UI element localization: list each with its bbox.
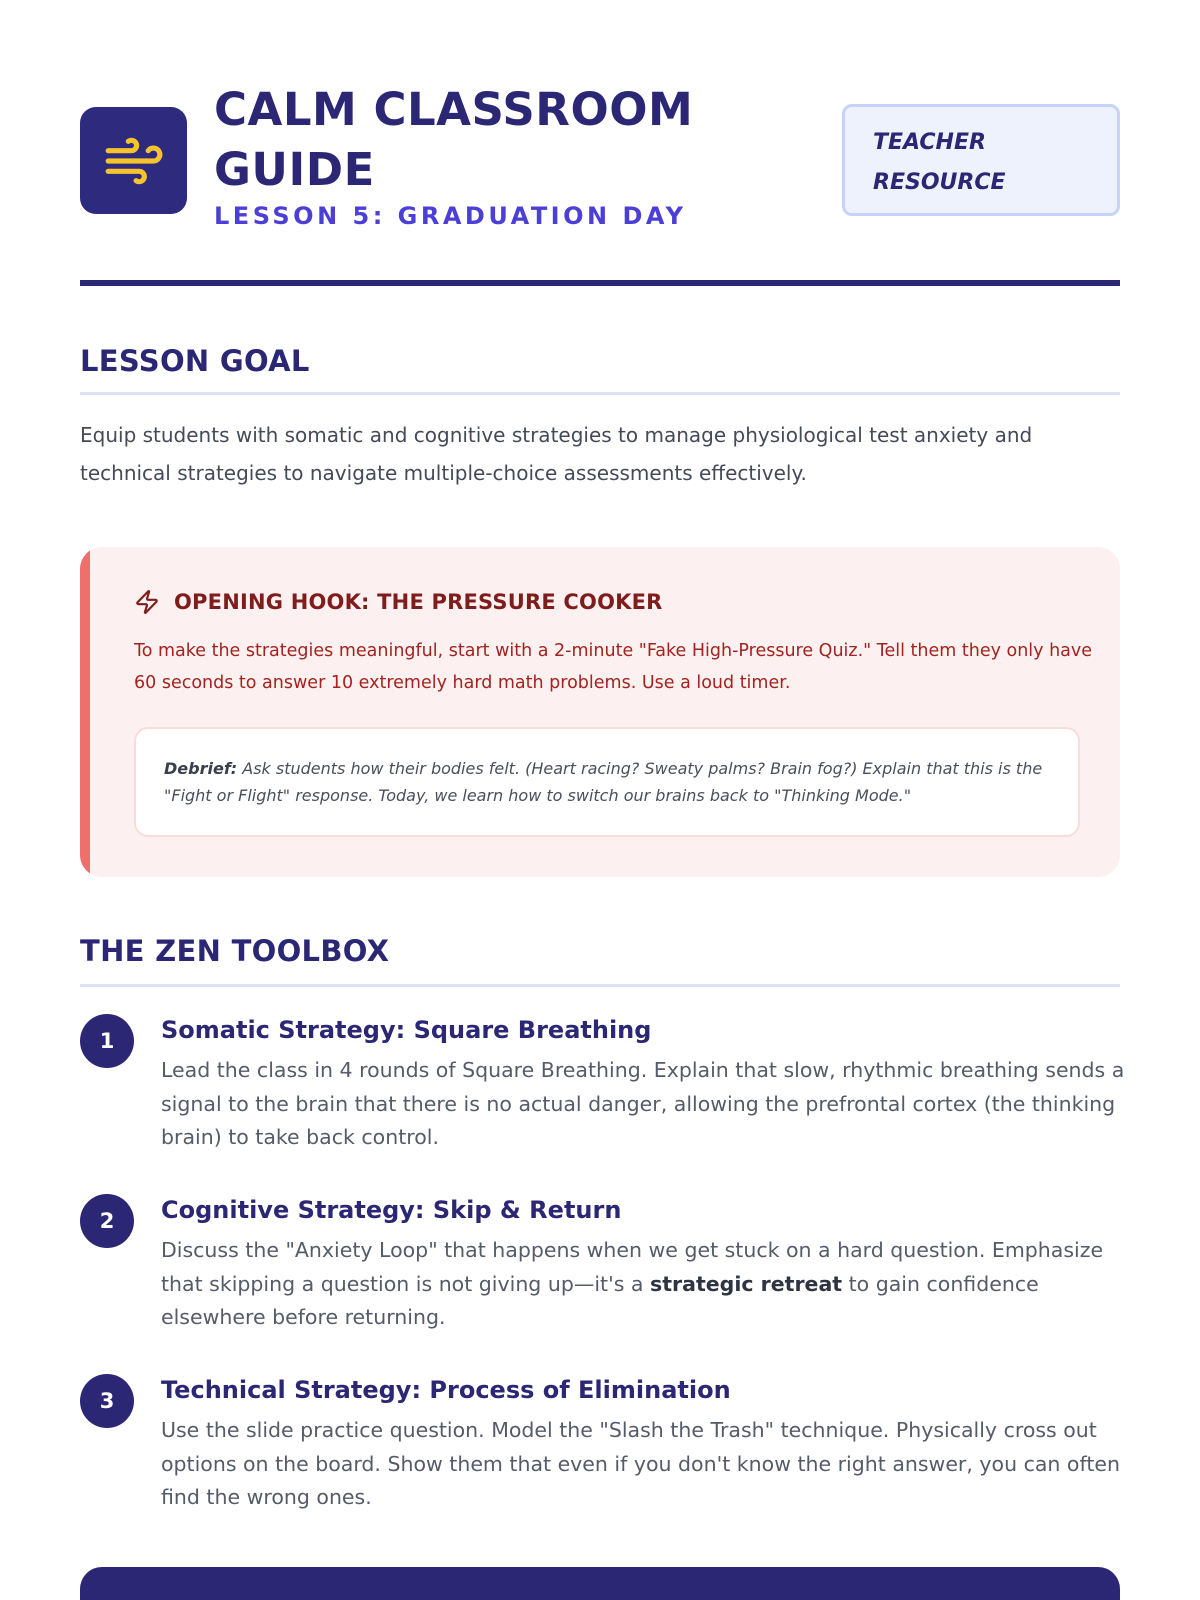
step-number-badge: 2 bbox=[80, 1194, 134, 1248]
toolbox-item-description bbox=[161, 1234, 1126, 1335]
lesson-goal-text: Equip students with somatic and cognitive strategies to manage physiological test anxiety and technical strategies to navigate multiple-choice assessments effectively. bbox=[80, 423, 1033, 485]
badge-line-1: TEACHER bbox=[873, 130, 986, 155]
toolbox-item-description: Lead the class in 4 rounds of Square Breathing. Explain that slow, rhythmic breathing sends a signal to the brain that there is no actual danger, allowing the prefrontal cortex (the thinking brain) to take back control. bbox=[161, 1058, 1125, 1149]
hook-accent-bar bbox=[80, 547, 90, 877]
zen-toolbox-divider bbox=[80, 984, 1120, 987]
description-text: Discuss the "Anxiety Loop" that happens when we get stuck on a hard question. Emphasize that skipping a question is not giving up—it's a bbox=[161, 1238, 1104, 1296]
hook-title: OPENING HOOK: THE PRESSURE COOKER bbox=[174, 590, 663, 614]
toolbox-item-title: Technical Strategy: Process of Elimination bbox=[161, 1376, 731, 1404]
description-emphasis: strategic retreat bbox=[650, 1271, 843, 1296]
opening-hook-card bbox=[80, 547, 1120, 877]
toolbox-item-description: Use the slide practice question. Model the "Slash the Trash" technique. Physically cross out options on the board. Show them that even if you don't know the right answer, you can often find the wrong ones. bbox=[161, 1418, 1120, 1509]
hook-text: To make the strategies meaningful, start with a 2-minute "Fake High-Pressure Quiz." Tell them they only have 60 seconds to answer 10 extremely hard math problems. Use a loud timer. bbox=[134, 641, 1093, 693]
footer-banner bbox=[80, 1567, 1120, 1600]
toolbox-item-title: Somatic Strategy: Square Breathing bbox=[161, 1016, 652, 1044]
lesson-goal-divider bbox=[80, 392, 1120, 395]
teacher-resource-badge bbox=[842, 104, 1120, 216]
wind-icon bbox=[103, 130, 165, 192]
header-divider bbox=[80, 280, 1120, 286]
badge-line-2: RESOURCE bbox=[873, 170, 1006, 195]
page-title-line-2: GUIDE bbox=[214, 143, 375, 196]
zen-toolbox-heading: THE ZEN TOOLBOX bbox=[80, 934, 390, 968]
page-header bbox=[80, 80, 1120, 240]
step-number-badge: 3 bbox=[80, 1374, 134, 1428]
debrief-text: Ask students how their bodies felt. (Heart racing? Sweaty palms? Brain fog?) Explain that this is the "Fight or Flight" response. Today, we learn how to switch our brains back to "Thinking Mode." bbox=[164, 759, 1043, 805]
logo bbox=[80, 107, 187, 214]
description-text-end: to gain confidence elsewhere before returning. bbox=[161, 1271, 1039, 1329]
lesson-goal-heading: LESSON GOAL bbox=[80, 344, 310, 378]
debrief-box bbox=[134, 727, 1080, 837]
debrief-label: Debrief: bbox=[164, 759, 238, 778]
toolbox-item-title: Cognitive Strategy: Skip & Return bbox=[161, 1196, 622, 1224]
page-title bbox=[214, 80, 693, 200]
lightning-icon bbox=[134, 589, 160, 615]
page-title-line-1: CALM CLASSROOM bbox=[214, 83, 694, 136]
step-number-badge: 1 bbox=[80, 1014, 134, 1068]
lesson-subtitle: LESSON 5: GRADUATION DAY bbox=[214, 202, 687, 230]
